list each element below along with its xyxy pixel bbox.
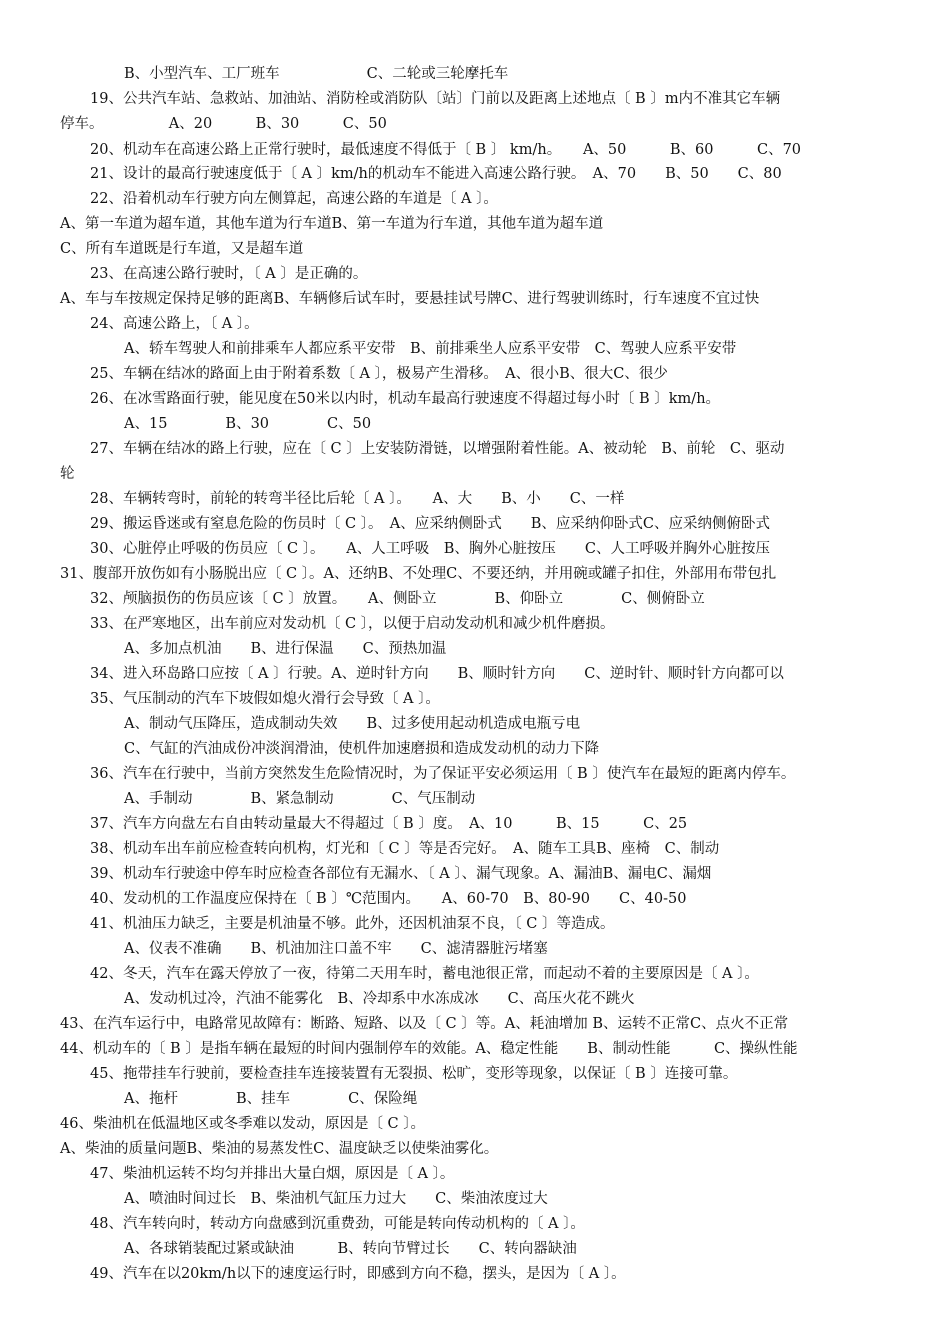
- text-line: 40、发动机的工作温度应保持在〔 B 〕℃范围内。 A、60-70 B、80-90 C、40-50: [90, 891, 687, 907]
- text-line: A、发动机过冷，汽油不能雾化 B、冷却系中水冻成冰 C、高压火花不跳火: [124, 991, 635, 1007]
- text-line: A、第一车道为超车道，其他车道为行车道B、第一车道为行车道，其他车道为超车道: [60, 216, 604, 232]
- text-line: 47、柴油机运转不均匀并排出大量白烟，原因是〔 A 〕。: [90, 1166, 455, 1182]
- text-line: A、轿车驾驶人和前排乘车人都应系平安带 B、前排乘坐人应系平安带 C、驾驶人应系平安带: [124, 341, 737, 357]
- text-line: A、车与车按规定保持足够的距离B、车辆修后试车时，要悬挂试号牌C、进行驾驶训练时，行车速度不宜过快: [60, 291, 760, 307]
- text-line: 19、公共汽车站、急救站、加油站、消防栓或消防队〔站〕门前以及距离上述地点〔 B 〕m内不准其它车辆: [90, 91, 781, 107]
- text-line: 轮: [60, 466, 75, 482]
- text-line: 29、搬运昏迷或有窒息危险的伤员时〔 C 〕。 A、应采纳侧卧式 B、应采纳仰卧式C、应采纳侧俯卧式: [90, 516, 770, 532]
- text-line: B、小型汽车、工厂班车 C、二轮或三轮摩托车: [124, 66, 509, 82]
- text-line: 45、拖带挂车行驶前，要检查挂车连接装置有无裂损、松旷，变形等现象，以保证〔 B 〕连接可靠。: [90, 1066, 738, 1082]
- text-line: 25、车辆在结冰的路面上由于附着系数〔 A 〕，极易产生滑移。 A、很小B、很大C、很少: [90, 366, 668, 382]
- text-line: C、所有车道既是行车道，又是超车道: [60, 241, 304, 257]
- text-line: 44、机动车的〔 B 〕是指车辆在最短的时间内强制停车的效能。A、稳定性能 B、制动性能 C、操纵性能: [60, 1041, 798, 1057]
- text-line: A、制动气压降压，造成制动失效 B、过多使用起动机造成电瓶亏电: [124, 716, 581, 732]
- text-line: 28、车辆转弯时，前轮的转弯半径比后轮〔 A 〕。 A、大 B、小 C、一样: [90, 491, 625, 507]
- text-line: 31、腹部开放伤如有小肠脱出应〔 C 〕。A、还纳B、不处理C、不要还纳，并用碗或罐子扣住，外部用布带包扎: [60, 566, 777, 582]
- text-line: A、拖杆 B、挂车 C、保险绳: [124, 1091, 418, 1107]
- text-line: A、柴油的质量问题B、柴油的易蒸发性C、温度缺乏以使柴油雾化。: [60, 1141, 499, 1157]
- text-line: A、各球销装配过紧或缺油 B、转向节臂过长 C、转向器缺油: [124, 1241, 577, 1257]
- text-line: 49、汽车在以20km/h以下的速度运行时，即感到方向不稳，摆头，是因为〔 A 〕。: [90, 1266, 626, 1282]
- text-line: 48、汽车转向时，转动方向盘感到沉重费劲，可能是转向传动机构的〔 A 〕。: [90, 1216, 585, 1232]
- text-line: C、气缸的汽油成份冲淡润滑油，使机件加速磨损和造成发动机的动力下降: [124, 741, 600, 757]
- text-line: 37、汽车方向盘左右自由转动量最大不得超过〔 B 〕度。 A、10 B、15 C、25: [90, 816, 688, 832]
- text-line: 22、沿着机动车行驶方向左侧算起，高速公路的车道是〔 A 〕。: [90, 191, 498, 207]
- text-line: 32、颅脑损伤的伤员应该〔 C 〕放置。 A、侧卧立 B、仰卧立 C、侧俯卧立: [90, 591, 705, 607]
- text-line: 27、车辆在结冰的路上行驶，应在〔 C 〕上安装防滑链，以增强附着性能。A、被动轮 B、前轮 C、驱动: [90, 441, 785, 457]
- text-line: 停车。 A、20 B、30 C、50: [60, 116, 387, 132]
- text-line: 33、在严寒地区，出车前应对发动机〔 C 〕，以便于启动发动机和减少机件磨损。: [90, 616, 615, 632]
- text-line: 23、在高速公路行驶时，〔 A 〕是正确的。: [90, 266, 368, 282]
- text-line: 20、机动车在高速公路上正常行驶时，最低速度不得低于〔 B 〕 km/h。 A、50 B、60 C、70: [90, 142, 802, 158]
- text-line: 39、机动车行驶途中停车时应检查各部位有无漏水、〔 A 〕、漏气现象。A、漏油B、漏电C、漏烟: [90, 866, 712, 882]
- text-line: 41、机油压力缺乏，主要是机油量不够。此外，还因机油泵不良，〔 C 〕等造成。: [90, 916, 615, 932]
- text-line: 21、设计的最高行驶速度低于〔 A 〕km/h的机动车不能进入高速公路行驶。 A、70 B、50 C、80: [90, 166, 782, 182]
- text-line: 24、高速公路上，〔 A 〕。: [90, 316, 259, 332]
- text-line: A、仪表不准确 B、机油加注口盖不牢 C、滤清器脏污堵塞: [124, 941, 548, 957]
- text-line: A、多加点机油 B、进行保温 C、预热加温: [124, 641, 447, 657]
- text-line: 30、心脏停止呼吸的伤员应〔 C 〕。 A、人工呼吸 B、胸外心脏按压 C、人工呼吸并胸外心脏按压: [90, 541, 770, 557]
- text-line: 38、机动车出车前应检查转向机构，灯光和〔 C 〕等是否完好。 A、随车工具B、座椅 C、制动: [90, 841, 720, 857]
- text-line: 43、在汽车运行中，电路常见故障有：断路、短路、以及〔 C 〕等。A、耗油增加 B、运转不正常C、点火不正常: [60, 1016, 789, 1032]
- text-line: A、喷油时间过长 B、柴油机气缸压力过大 C、柴油浓度过大: [124, 1191, 548, 1207]
- text-line: 42、冬天，汽车在露天停放了一夜，待第二天用车时，蓄电池很正常，而起动不着的主要原因是〔 A 〕。: [90, 966, 759, 982]
- text-line: 36、汽车在行驶中，当前方突然发生危险情况时，为了保证平安必须运用〔 B 〕使汽车在最短的距离内停车。: [90, 766, 796, 782]
- text-line: 35、气压制动的汽车下坡假如熄火滑行会导致〔 A 〕。: [90, 691, 440, 707]
- text-line: 46、柴油机在低温地区或冬季难以发动，原因是〔 C 〕。: [60, 1116, 426, 1132]
- text-line: 34、进入环岛路口应按〔 A 〕行驶。A、逆时针方向 B、顺时针方向 C、逆时针、顺时针方向都可以: [90, 666, 784, 682]
- text-line: A、15 B、30 C、50: [124, 416, 372, 432]
- text-line: 26、在冰雪路面行驶，能见度在50米以内时，机动车最高行驶速度不得超过每小时〔 B 〕km/h。: [90, 391, 721, 407]
- text-line: A、手制动 B、紧急制动 C、气压制动: [124, 791, 476, 807]
